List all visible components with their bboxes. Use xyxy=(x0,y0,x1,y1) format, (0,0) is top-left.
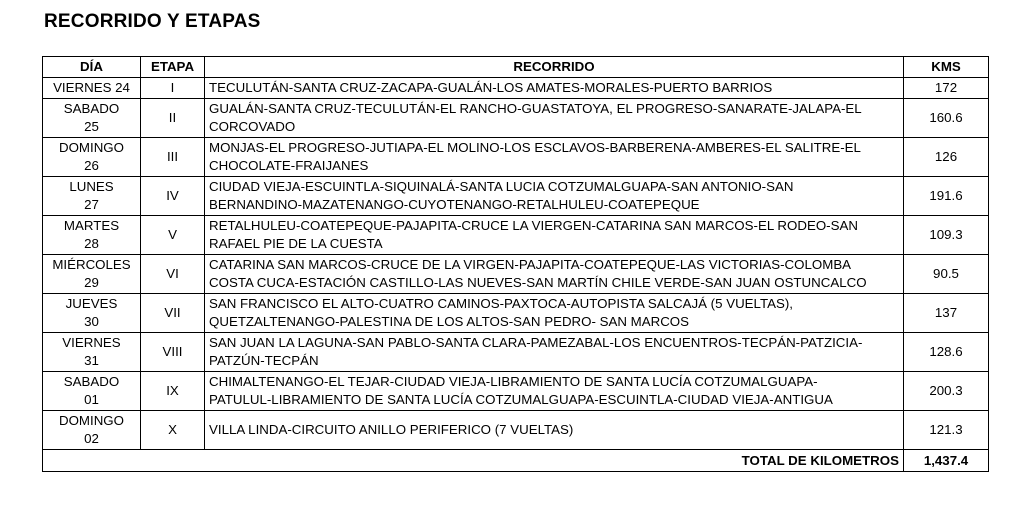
kms-cell: 137 xyxy=(904,294,989,333)
kms-cell: 126 xyxy=(904,138,989,177)
route-cell xyxy=(205,255,904,294)
kms-cell: 172 xyxy=(904,78,989,99)
route-text: TECULUTÁN-SANTA CRUZ-ZACAPA-GUALÁN-LOS AMATES-MORALES-PUERTO BARRIOS xyxy=(209,80,773,95)
route-text: CATARINA SAN MARCOS-CRUCE DE LA VIRGEN-PAJAPITA-COATEPEQUE-LAS VICTORIAS-COLOMBA xyxy=(209,257,852,272)
route-text-cont: RAFAEL PIE DE LA CUESTA xyxy=(209,236,383,251)
table-row xyxy=(43,177,989,216)
total-value: 1,437.4 xyxy=(904,450,989,472)
total-label: TOTAL DE KILOMETROS xyxy=(205,450,904,472)
day-number: 01 xyxy=(84,392,99,407)
table-row xyxy=(43,78,989,99)
route-text: SAN JUAN LA LAGUNA-SAN PABLO-SANTA CLARA-PAMEZABAL-LOS ENCUENTROS-TECPÁN-PATZICIA- xyxy=(209,335,863,350)
day-cell xyxy=(43,99,141,138)
kms-cell: 128.6 xyxy=(904,333,989,372)
route-cell xyxy=(205,294,904,333)
route-text: GUALÁN-SANTA CRUZ-TECULUTÁN-EL RANCHO-GUASTATOYA, EL PROGRESO-SANARATE-JALAPA-EL xyxy=(209,101,862,116)
route-text-cont: CHOCOLATE-FRAIJANES xyxy=(209,158,369,173)
stage-cell: VIII xyxy=(141,333,205,372)
kms-cell: 160.6 xyxy=(904,99,989,138)
day-number: 31 xyxy=(84,353,99,368)
day-name: SABADO xyxy=(63,374,120,389)
kms-cell: 90.5 xyxy=(904,255,989,294)
kms-cell: 191.6 xyxy=(904,177,989,216)
day-cell xyxy=(43,216,141,255)
stage-cell: X xyxy=(141,411,205,450)
day-cell xyxy=(43,411,141,450)
day-name: JUEVES xyxy=(65,296,118,311)
day-name: DOMINGO xyxy=(58,140,124,155)
total-spacer xyxy=(43,450,205,472)
route-text-cont: COSTA CUCA-ESTACIÓN CASTILLO-LAS NUEVES-SAN MARTÍN CHILE VERDE-SAN JUAN OSTUNCALCO xyxy=(209,275,867,290)
page-title: RECORRIDO Y ETAPAS xyxy=(44,11,261,32)
day-cell xyxy=(43,255,141,294)
route-text: CIUDAD VIEJA-ESCUINTLA-SIQUINALÁ-SANTA LUCIA COTZUMALGUAPA-SAN ANTONIO-SAN xyxy=(209,179,794,194)
day-number: 30 xyxy=(84,314,99,329)
table-row xyxy=(43,216,989,255)
kms-cell: 200.3 xyxy=(904,372,989,411)
stage-cell: V xyxy=(141,216,205,255)
table-row xyxy=(43,372,989,411)
route-cell xyxy=(205,411,904,450)
day-cell xyxy=(43,138,141,177)
table-header-row xyxy=(43,57,989,78)
header-kms: KMS xyxy=(904,57,989,78)
stage-cell: II xyxy=(141,99,205,138)
stage-cell: I xyxy=(141,78,205,99)
total-row xyxy=(43,450,989,472)
header-dia: DÍA xyxy=(43,57,141,78)
table-row xyxy=(43,333,989,372)
stage-cell: III xyxy=(141,138,205,177)
table-row xyxy=(43,138,989,177)
stage-cell: VI xyxy=(141,255,205,294)
route-cell xyxy=(205,333,904,372)
kms-cell: 121.3 xyxy=(904,411,989,450)
stages-table xyxy=(42,56,989,472)
day-cell xyxy=(43,294,141,333)
day-number: 02 xyxy=(84,431,99,446)
header-etapa: ETAPA xyxy=(141,57,205,78)
route-cell xyxy=(205,99,904,138)
table-row xyxy=(43,294,989,333)
stage-cell: IX xyxy=(141,372,205,411)
day-cell xyxy=(43,177,141,216)
day-name: LUNES xyxy=(69,179,114,194)
day-name: VIERNES 24 xyxy=(53,80,130,95)
route-text-cont: PATZÚN-TECPÁN xyxy=(209,353,319,368)
route-cell xyxy=(205,138,904,177)
route-text-cont: PATULUL-LIBRAMIENTO DE SANTA LUCÍA COTZUMALGUAPA-ESCUINTLA-CIUDAD VIEJA-ANTIGUA xyxy=(209,392,833,407)
day-number: 29 xyxy=(84,275,99,290)
stage-cell: VII xyxy=(141,294,205,333)
day-number: 28 xyxy=(84,236,99,251)
day-cell xyxy=(43,372,141,411)
table-row xyxy=(43,255,989,294)
day-name: VIERNES xyxy=(62,335,121,350)
table-row xyxy=(43,99,989,138)
route-text-cont: CORCOVADO xyxy=(209,119,296,134)
day-cell xyxy=(43,333,141,372)
route-text: RETALHULEU-COATEPEQUE-PAJAPITA-CRUCE LA VIERGEN-CATARINA SAN MARCOS-EL RODEO-SAN xyxy=(209,218,858,233)
route-text: SAN FRANCISCO EL ALTO-CUATRO CAMINOS-PAXTOCA-AUTOPISTA SALCAJÁ (5 VUELTAS), xyxy=(209,296,793,311)
stage-cell: IV xyxy=(141,177,205,216)
route-cell xyxy=(205,216,904,255)
kms-cell: 109.3 xyxy=(904,216,989,255)
day-name: MIÉRCOLES xyxy=(52,257,131,272)
route-cell xyxy=(205,177,904,216)
route-text: CHIMALTENANGO-EL TEJAR-CIUDAD VIEJA-LIBRAMIENTO DE SANTA LUCÍA COTZUMALGUAPA- xyxy=(209,374,818,389)
route-cell xyxy=(205,372,904,411)
header-recorrido: RECORRIDO xyxy=(205,57,904,78)
day-number: 26 xyxy=(84,158,99,173)
route-text-cont: BERNANDINO-MAZATENANGO-CUYOTENANGO-RETALHULEU-COATEPEQUE xyxy=(209,197,700,212)
route-cell xyxy=(205,78,904,99)
route-text: MONJAS-EL PROGRESO-JUTIAPA-EL MOLINO-LOS ESCLAVOS-BARBERENA-AMBERES-EL SALITRE-EL xyxy=(209,140,861,155)
route-text: VILLA LINDA-CIRCUITO ANILLO PERIFERICO (7 VUELTAS) xyxy=(209,422,574,437)
day-name: SABADO xyxy=(63,101,120,116)
day-number: 27 xyxy=(84,197,99,212)
table-row xyxy=(43,411,989,450)
day-cell xyxy=(43,78,141,99)
day-name: DOMINGO xyxy=(58,413,124,428)
route-text-cont: QUETZALTENANGO-PALESTINA DE LOS ALTOS-SAN PEDRO- SAN MARCOS xyxy=(209,314,690,329)
day-name: MARTES xyxy=(63,218,120,233)
day-number: 25 xyxy=(84,119,99,134)
